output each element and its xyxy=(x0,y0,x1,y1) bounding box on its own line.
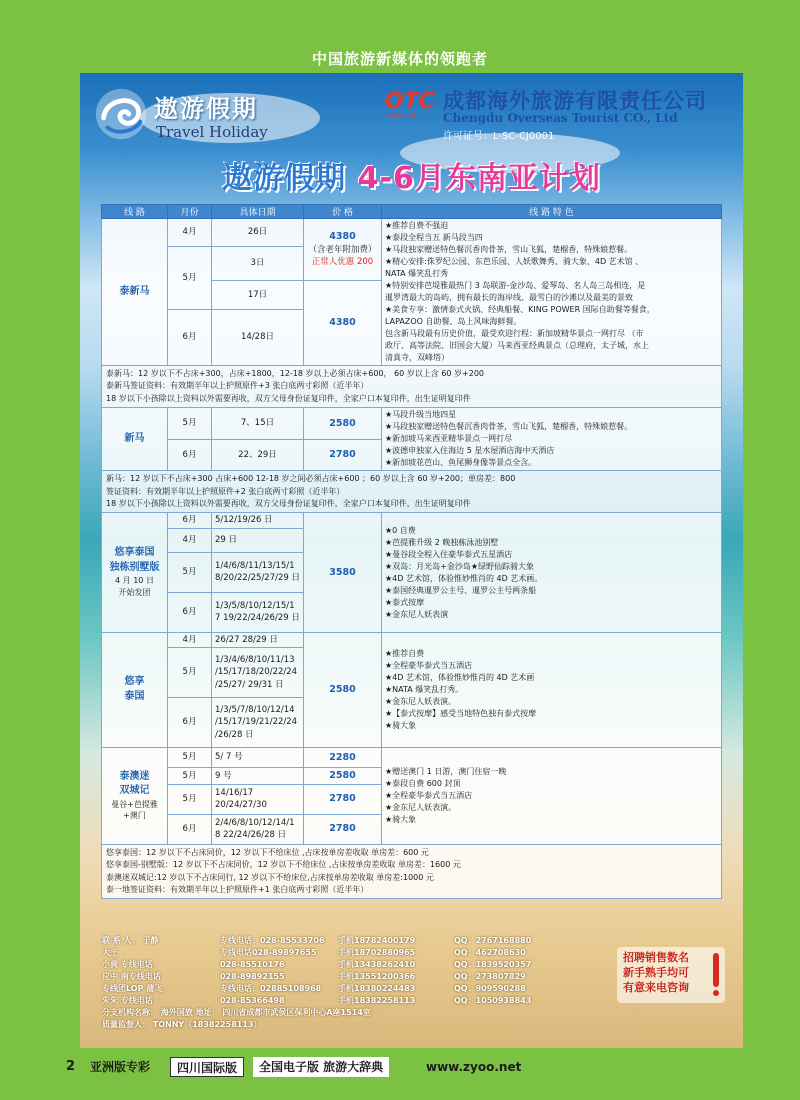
edition-label: 亚洲版专彩 xyxy=(90,1060,151,1074)
branch-address: 分支机构名称： 海外国旅 地址： 四川省成都市武侯区保利中心A座1514室 xyxy=(102,1008,371,1017)
feature-line: ★双岛：月光岛+金沙岛★绿野仙踪骑大象 xyxy=(385,561,535,571)
month-cell: 6月 xyxy=(168,697,212,747)
price-cell: 2280 xyxy=(304,747,382,767)
feature-line: ★泰段全程当五 新马段当四 xyxy=(385,233,483,242)
feature-line: ★4D 艺术馆，体验惟妙惟肖的 4D 艺术画 xyxy=(385,672,535,682)
notes-cell xyxy=(102,844,722,899)
month-cell: 6月 xyxy=(168,592,212,632)
notes-row xyxy=(102,366,722,408)
otc-logo: OTC xyxy=(385,89,435,114)
contact-qq: QQ：273807829 xyxy=(454,972,526,981)
feature-line: 包含新马段最有历史价值，最受欢迎行程：新加坡精华景点一网打尽 （市 xyxy=(385,329,644,338)
contact-name: 专线团LOP 蒲飞 xyxy=(102,984,163,993)
date-cell: 1/4/6/8/11/13/15/1 8/20/22/25/27/29 日 xyxy=(212,552,304,592)
page-number: 2 xyxy=(66,1059,76,1074)
quality-supervisor: 质量监督人： TONNY（18382258113） xyxy=(102,1020,262,1029)
contact-mobile: 手机13551200366 xyxy=(338,972,416,981)
feature-line: ★精心安排:侏罗纪公园、东芭乐园、人妖歌舞秀、骑大象、4D 艺术馆 、 xyxy=(385,257,644,266)
features-cell xyxy=(382,219,722,366)
month-cell: 4月 xyxy=(168,528,212,552)
price-cell: 2780 xyxy=(304,814,382,844)
footer-bar xyxy=(0,1053,800,1081)
header-month: 月份 xyxy=(168,205,212,219)
table-row xyxy=(102,219,722,247)
contact-name: 联 系 人： 于静 xyxy=(102,936,159,945)
feature-line: ★全程豪华泰式当五酒店 xyxy=(385,660,473,670)
table-row xyxy=(102,632,722,647)
feature-line: ★推荐自费不强迫 xyxy=(385,221,449,230)
contact-qq: QQ：909590288 xyxy=(454,984,526,993)
month-cell: 6月 xyxy=(168,439,212,471)
route-start-note: 开始发团 xyxy=(118,588,151,597)
month-cell: 6月 xyxy=(168,310,212,366)
route-start-date: 4 月 10 日 xyxy=(115,576,154,586)
feature-line: ★【泰式按摩】感受当地特色独有泰式按摩 xyxy=(385,708,537,718)
contact-row xyxy=(102,971,572,983)
feature-line: NATA 爆笑乱打秀 xyxy=(385,269,449,278)
company-logo xyxy=(385,85,725,145)
feature-line: ★赠送澳门 1 日游，澳门住宿一晚 xyxy=(385,766,507,776)
title-part1: 遨游假期 xyxy=(222,161,347,196)
website-link[interactable]: www.zyoo.net xyxy=(426,1060,522,1074)
price-value: 4380 xyxy=(329,231,356,243)
date-cell: 22、29日 xyxy=(212,439,304,471)
contact-mobile: 手机18702880965 xyxy=(338,948,416,957)
company-name-en: Chengdu Overseas Tourist CO., Ltd xyxy=(443,111,678,125)
feature-line: ★金东尼人妖表演 xyxy=(385,609,449,619)
price-cell: 2780 xyxy=(304,439,382,471)
contact-name: 大王 xyxy=(102,948,118,957)
feature-line: ★4D 艺术馆，体验惟妙惟肖的 4D 艺术画。 xyxy=(385,573,543,583)
route-name xyxy=(102,632,168,747)
sichuan-edition: 四川国际版 xyxy=(170,1057,244,1077)
contact-row xyxy=(102,947,572,959)
price-cell: 2580 xyxy=(304,408,382,440)
date-cell: 29 日 xyxy=(212,528,304,552)
price-cell: 2780 xyxy=(304,784,382,814)
title-part2: 4-6月东南亚计划 xyxy=(357,161,601,196)
price-discount: 正常人优惠 200 xyxy=(311,257,374,268)
date-cell: 5/ 7 号 xyxy=(212,747,304,767)
feature-line: ★骑大象 xyxy=(385,814,417,824)
month-cell: 4月 xyxy=(168,632,212,647)
feature-line: ★马段独家赠送特色餐沉香肉骨茶，雪山飞狐，楚榴香，特殊娘惹餐。 xyxy=(385,245,633,254)
note-line: 悠享泰国：12 岁以下不占床同价，12 岁以下不给床位 ,占床按单房差收取 单房差：600 元 xyxy=(106,847,429,857)
notes-row xyxy=(102,844,722,899)
contact-row xyxy=(102,983,572,995)
travel-poster xyxy=(80,73,743,1048)
notes-row xyxy=(102,471,722,513)
contact-row xyxy=(102,959,572,971)
features-cell xyxy=(382,747,722,844)
header-features: 线 路 特 色 xyxy=(382,205,722,219)
otc-sub: CHENGDU xyxy=(385,113,416,120)
feature-line: ★特别安排芭堤雅最热门 3 岛联游-金沙岛、爱琴岛、名人岛三岛相连，是 xyxy=(385,281,646,290)
note-line: 泰新马签证资料：有效期半年以上护照原件+3 张白底两寸彩照（近半年） xyxy=(106,381,369,391)
exclamation-dot-icon xyxy=(713,990,719,996)
price-note: （含老年附加费） xyxy=(308,244,377,255)
price-cell: 3580 xyxy=(304,513,382,632)
feature-line: 政厅、高等法院、旧国会大厦）马来西亚经典景点（总理府，太子城，水上 xyxy=(385,341,649,350)
license-number: 许可证号：L-SC-CJ0001 xyxy=(443,131,555,142)
price-cell: 4380 xyxy=(304,280,382,366)
contact-phone: 028-85510176 xyxy=(220,960,285,969)
route-name xyxy=(102,513,168,632)
contact-row xyxy=(102,935,572,947)
price-cell: 2580 xyxy=(304,632,382,747)
route-detail: +澳门 xyxy=(123,811,146,821)
contact-qq: QQ：2767168880 xyxy=(454,936,532,945)
feature-line: ★NATA 爆笑乱打秀。 xyxy=(385,684,464,694)
feature-line: ★马段独家赠送特色餐沉香肉骨茶，雪山飞狐，楚榴香，特殊娘惹餐。 xyxy=(385,422,633,432)
page-title xyxy=(80,153,743,197)
route-name: 泰新马 xyxy=(102,219,168,366)
national-edition: 全国电子版 旅游大辞典 xyxy=(253,1057,389,1077)
date-cell: 1/3/5/7/8/10/12/14 /15/17/19/21/22/24 /26/28 日 xyxy=(212,697,304,747)
features-cell xyxy=(382,513,722,632)
route-name xyxy=(102,747,168,844)
note-line: 签证资料：有效期半年以上护照原件+2 张白底两寸彩照（近半年） xyxy=(106,486,345,496)
route-subtitle: 泰国 xyxy=(124,690,145,702)
feature-line: ★波德申独家入住海边 5 星水屋酒店海中天酒店 xyxy=(385,446,555,456)
route-subtitle: 双城记 xyxy=(119,785,150,797)
feature-line: ★全程豪华泰式当五酒店 xyxy=(385,790,473,800)
contact-phone: 专线电话：02885108968 xyxy=(220,984,322,993)
contact-phone: 专线电话028-89897655 xyxy=(220,948,317,957)
table-row xyxy=(102,513,722,528)
tagline: 中国旅游新媒体的领跑者 xyxy=(311,50,488,68)
note-line: 泰一地签证资料：有效期半年以上护照原件+1 张白底两寸彩照（近半年） xyxy=(106,884,369,894)
notes-cell xyxy=(102,366,722,408)
feature-line: ★新加坡马来西亚精华景点一网打尽 xyxy=(385,434,513,444)
feature-line: 暹罗湾最大的岛屿，拥有最长的海岸线、最雪白的沙滩以及最美的景致 xyxy=(385,293,633,302)
logo-en: Travel Holiday xyxy=(156,123,268,141)
route-subtitle: 独栋别墅版 xyxy=(109,561,160,573)
table-row xyxy=(102,747,722,767)
contact-name: 应中 南专线电话 xyxy=(102,972,161,981)
recruit-line: 招聘销售数名 xyxy=(623,951,689,964)
contact-qq: QQ：462708630 xyxy=(454,948,526,957)
note-line: 18 岁以下小孩除以上资料以外需要再收，双方父母身份证复印件，全家户口本复印件，出生证明复印件 xyxy=(106,393,471,403)
feature-line: ★马段升级当地四星 xyxy=(385,410,457,420)
table-row xyxy=(102,408,722,440)
route-title: 泰澳迷 xyxy=(119,770,150,782)
note-line: 悠享泰国-别墅版：12 岁以下不占床同价，12 岁以下不给床位 ,占床按单房差收取 单房差：1600 元 xyxy=(106,860,461,870)
travel-holiday-logo xyxy=(92,83,282,153)
price-cell xyxy=(304,219,382,281)
exclamation-icon xyxy=(713,953,719,987)
feature-line: ★金东尼人妖表演。 xyxy=(385,802,457,812)
note-line: 泰新马：12 岁以下不占床+300，占床+1800，12-18 岁以上必须占床+600， 60 岁以上含 60 岁+200 xyxy=(106,369,485,378)
date-cell: 14/16/17 20/24/27/30 xyxy=(212,784,304,814)
feature-line: ★泰式按摩 xyxy=(385,597,425,607)
feature-line: 清真寺，双峰塔） xyxy=(385,353,449,362)
recruit-line: 有意来电咨询 xyxy=(623,980,689,994)
features-cell xyxy=(382,408,722,471)
route-title: 悠享 xyxy=(124,676,145,688)
contact-row xyxy=(102,995,572,1007)
header-price: 价 格 xyxy=(304,205,382,219)
contact-phone: 028-85366498 xyxy=(220,996,285,1005)
note-line: 泰澳迷双城记:12 岁以下不占床同行, 12 岁以下不给床位,占床按单房差收取 单房差:1000 元 xyxy=(106,872,434,882)
itinerary-table xyxy=(101,204,722,899)
table-header-row xyxy=(102,205,722,219)
top-banner xyxy=(0,0,800,72)
recruit-notice xyxy=(617,947,725,1003)
price-cell: 2580 xyxy=(304,767,382,784)
notes-cell xyxy=(102,471,722,513)
contact-mobile: 手机18382258113 xyxy=(338,996,416,1005)
header-date: 具体日期 xyxy=(212,205,304,219)
feature-line: ★泰段自费 600 封顶 xyxy=(385,778,461,788)
logo-cn: 遨游假期 xyxy=(154,95,258,123)
swirl-logo-icon xyxy=(92,85,150,143)
note-line: 18 岁以下小孩除以上资料以外需要再收，双方父母身份证复印件，全家户口本复印件，出生证明复印件 xyxy=(106,498,471,508)
feature-line: ★曼谷段全程入住豪华泰式五星酒店 xyxy=(385,549,513,559)
contact-phone: 028-89892155 xyxy=(220,972,285,981)
contact-name: 小黄 专线电话 xyxy=(102,960,153,969)
date-cell: 5/12/19/26 日 xyxy=(212,513,304,528)
month-cell: 5月 xyxy=(168,552,212,592)
date-cell: 3日 xyxy=(212,247,304,281)
contact-qq: QQ：1050938843 xyxy=(454,996,532,1005)
month-cell: 4月 xyxy=(168,219,212,247)
month-cell: 5月 xyxy=(168,747,212,767)
date-cell: 14/28日 xyxy=(212,310,304,366)
date-cell: 2/4/6/8/10/12/14/1 8 22/24/26/28 日 xyxy=(212,814,304,844)
contact-mobile: 手机18380224483 xyxy=(338,984,416,993)
header-route: 线 路 xyxy=(102,205,168,219)
note-line: 新马：12 岁以下不占床+300 占床+600 12-18 岁之间必须占床+600 ；60 岁以上含 60 岁+200；单房差：800 xyxy=(106,474,516,484)
date-cell: 1/3/4/6/8/10/11/13 /15/17/18/20/22/24 /25/27/ 29/31 日 xyxy=(212,647,304,697)
month-cell: 5月 xyxy=(168,784,212,814)
route-title: 悠享泰国 xyxy=(114,547,155,559)
month-cell: 6月 xyxy=(168,513,212,528)
month-cell: 5月 xyxy=(168,408,212,440)
contact-mobile: 手机13438262410 xyxy=(338,960,416,969)
contact-phone: 专线电话：028-85533706 xyxy=(220,936,325,945)
date-cell: 17日 xyxy=(212,280,304,310)
contact-mobile: 手机18782400179 xyxy=(338,936,416,945)
company-name-cn: 成都海外旅游有限责任公司 xyxy=(443,89,707,113)
feature-line: ★芭提雅升级 2 晚独栋泳池别墅 xyxy=(385,537,499,547)
feature-line: ★0 自费 xyxy=(385,525,416,535)
contact-name: 朱朱 专线电话 xyxy=(102,996,153,1005)
month-cell: 6月 xyxy=(168,814,212,844)
feature-line: ★新加坡花芭山、鱼尾狮身像等景点全含。 xyxy=(385,458,537,468)
route-name: 新马 xyxy=(102,408,168,471)
feature-line: ★骑大象 xyxy=(385,720,417,730)
date-cell: 9 号 xyxy=(212,767,304,784)
month-cell: 5月 xyxy=(168,647,212,697)
date-cell: 26日 xyxy=(212,219,304,247)
date-cell: 26/27 28/29 日 xyxy=(212,632,304,647)
feature-line: ★美食专享：激情泰式火锅、经典船餐、KING POWER 国际自助餐等餐食， xyxy=(385,305,655,314)
feature-line: ★金东尼人妖表演。 xyxy=(385,696,457,706)
month-cell: 5月 xyxy=(168,767,212,784)
route-detail: 曼谷+芭提雅 xyxy=(111,799,158,809)
feature-line: LAPAZOO 自助餐、岛上风味海鲜餐。 xyxy=(385,317,522,326)
feature-line: ★推荐自费 xyxy=(385,648,425,658)
contact-list xyxy=(102,935,572,1031)
contact-qq: QQ：1839520357 xyxy=(454,960,532,969)
month-cell: 5月 xyxy=(168,247,212,310)
features-cell xyxy=(382,632,722,747)
feature-line: ★泰国经典暹罗公主号、暹罗公主号两条船 xyxy=(385,585,537,595)
recruit-line: 新手熟手均可 xyxy=(623,965,689,979)
date-cell: 1/3/5/8/10/12/15/1 7 19/22/24/26/29 日 xyxy=(212,592,304,632)
date-cell: 7、15日 xyxy=(212,408,304,440)
